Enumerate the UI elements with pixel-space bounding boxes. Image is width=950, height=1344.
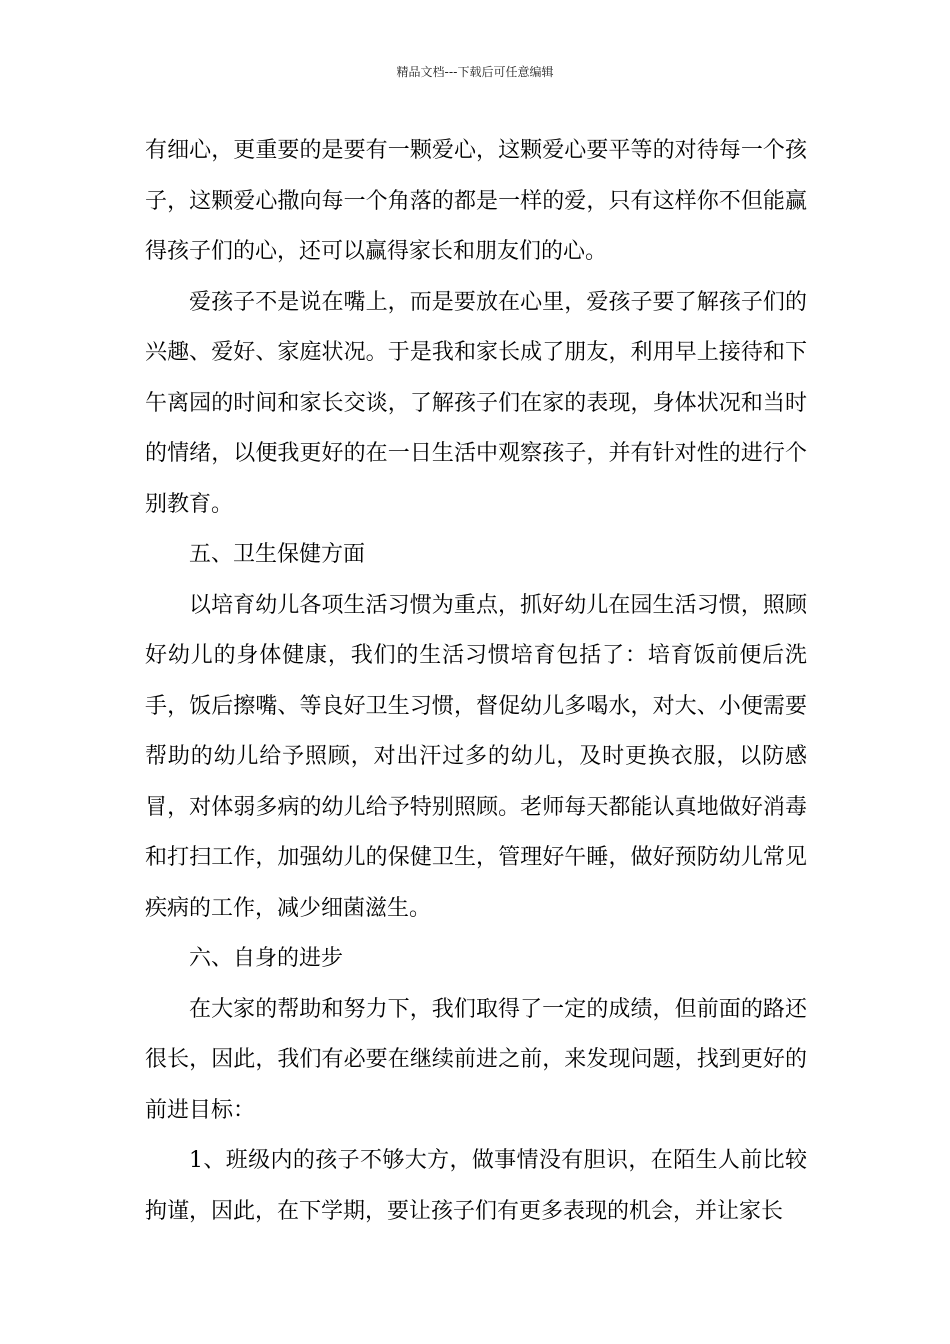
paragraph-continuation: 有细心，更重要的是要有一颗爱心，这颗爱心要平等的对待每一个孩子，这颗爱心撒向每一个角落的都是一样的爱，只有这样你不但能赢得孩子们的心，还可以赢得家长和朋友们的心。 [145, 138, 807, 264]
paragraph-self-progress: 在大家的帮助和努力下，我们取得了一定的成绩，但前面的路还很长，因此，我们有必要在继续前进之前，来发现问题，找到更好的前进目标： [145, 996, 807, 1123]
document-body [145, 126, 807, 1237]
paragraph-love-children: 爱孩子不是说在嘴上，而是要放在心里，爱孩子要了解孩子们的兴趣、爱好、家庭状况。于是我和家长成了朋友，利用早上接待和下午离园的时间和家长交谈，了解孩子们在家的表现，身体状况和当时的情绪，以便我更好的在一日生活中观察孩子，并有针对性的进行个别教育。 [145, 289, 807, 517]
list-item-1: 1、班级内的孩子不够大方，做事情没有胆识，在陌生人前比较拘谨，因此，在下学期，要让孩子们有更多表现的机会，并让家长 [145, 1148, 807, 1224]
page-header: 精品文档---下载后可任意编辑 [396, 65, 554, 79]
paragraph-hygiene: 以培育幼儿各项生活习惯为重点，抓好幼儿在园生活习惯，照顾好幼儿的身体健康，我们的生活习惯培育包括了：培育饭前便后洗手，饭后擦嘴、等良好卫生习惯，督促幼儿多喝水，对大、小便需要帮助的幼儿给予照顾，对出汗过多的幼儿，及时更换衣服，以防感冒，对体弱多病的幼儿给予特别照顾。老师每天都能认真地做好消毒和打扫工作，加强幼儿的保健卫生，管理好午睡，做好预防幼儿常见疾病的工作，减少细菌滋生。 [145, 592, 807, 921]
section-heading-hygiene: 五、卫生保健方面 [189, 542, 366, 567]
section-heading-self-progress: 六、自身的进步 [189, 946, 344, 971]
